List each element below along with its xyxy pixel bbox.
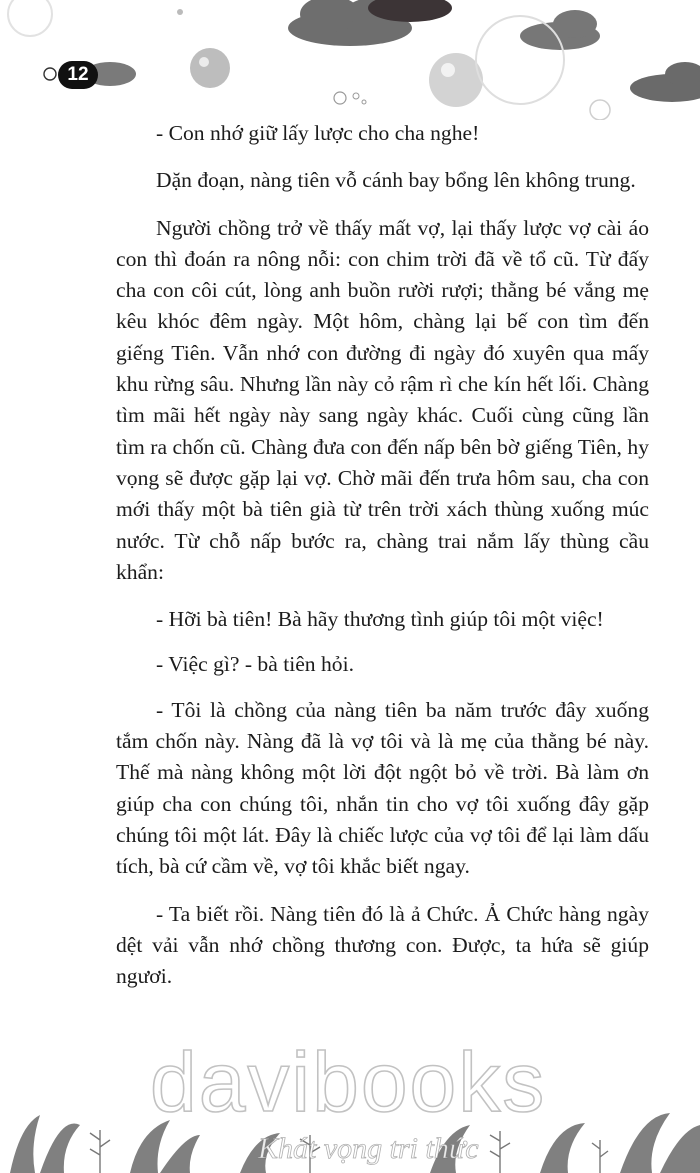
paragraph-6: - Tôi là chồng của nàng tiên ba năm trước đây xuống tắm chốn này. Nàng đã là vợ tôi và là mẹ của thằng bé này. Thế mà nàng không một lời đột ngột bỏ về trời. Bà làm ơn giúp cha con chúng tôi, nhắn tin cho vợ tôi xuống đây gặp chúng tôi một lát. Đây là chiếc lược của vợ tôi để lại làm dấu tích, bà cứ cầm về, vợ tôi khắc biết ngay.: [116, 697, 649, 879]
paragraph-7: - Ta biết rồi. Nàng tiên đó là ả Chức. Ả Chức hàng ngày dệt vải vẫn nhớ chồng thương con. Được, ta hứa sẽ giúp ngươi.: [116, 901, 649, 989]
page-number-badge: 12: [58, 61, 98, 89]
paragraph-3: Người chồng trở về thấy mất vợ, lại thấy lược vợ cài áo con thì đoán ra nông nỗi: con chim trời đã về tổ cũ. Từ đấy cha con côi cút, lòng anh buồn rười rượi; thằng bé vắng mẹ kêu khóc đêm ngày. Một hôm, chàng lại bế con tìm đến giếng Tiên. Vẫn nhớ con đường đi ngày đó xuyên qua mấy khu rừng sâu. Nhưng lần này cỏ rậm rì che kín hết lối. Chàng tìm mãi hết ngày này sang ngày khác. Cuối cùng cũng lần tìm ra chốn cũ. Chàng đưa con đến nấp bên bờ giếng Tiên, hy vọng sẽ được gặp lại vợ. Chờ mãi đến trưa hôm sau, cha con mới thấy một bà tiên già từ trên trời xách thùng xuống múc nước. Từ chỗ nấp bước ra, chàng trai nắm lấy thùng cầu khẩn:: [116, 215, 649, 584]
paragraph-2: Dặn đoạn, nàng tiên vỗ cánh bay bổng lên không trung.: [156, 168, 636, 193]
watermark-brand: davibooks: [150, 1035, 547, 1129]
paragraph-4: - Hỡi bà tiên! Bà hãy thương tình giúp tôi một việc!: [156, 607, 604, 632]
paragraph-5: - Việc gì? - bà tiên hỏi.: [156, 652, 354, 677]
top-cloud-decoration: [0, 0, 700, 120]
watermark-tagline: Khát vọng tri thức: [258, 1132, 479, 1165]
story-text: [116, 118, 649, 1008]
paragraph-1: - Con nhớ giữ lấy lược cho cha nghe!: [156, 121, 480, 145]
